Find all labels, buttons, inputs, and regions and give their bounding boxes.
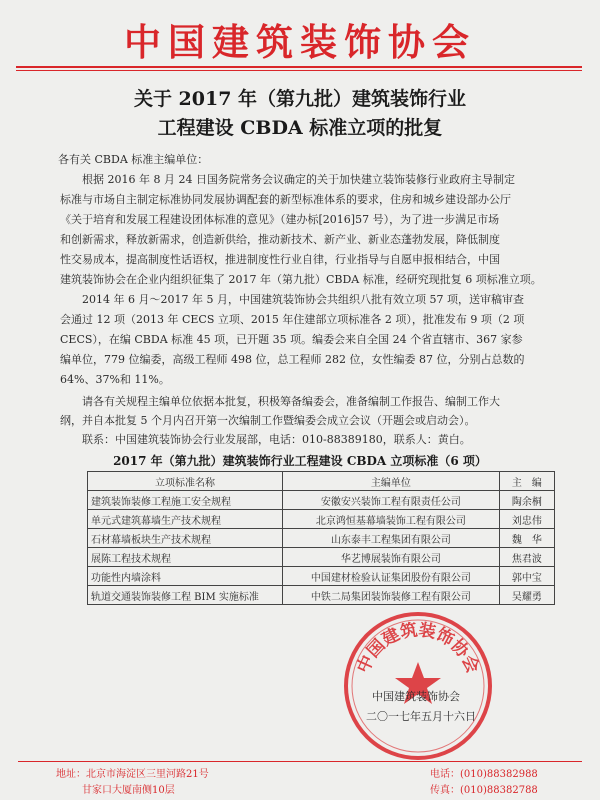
paragraph-line: 性交易成本，提高制度性话语权，推进制度性行业自律，行业指导与自愿申报相结合，中国 <box>60 253 500 266</box>
editor-unit-cell: 安徽安兴装饰工程有限责任公司 <box>282 491 499 510</box>
table-caption: 2017 年（第九批）建筑装饰行业工程建设 CBDA 立项标准（6 项） <box>113 454 487 468</box>
standard-name-cell: 功能性内墙涂料 <box>88 567 283 586</box>
paragraph-line: 请各有关规程主编单位依据本批复，积极筹备编委会，准备编制工作报告、编制工作大 <box>82 395 500 408</box>
column-header: 主编单位 <box>282 472 499 491</box>
editor-unit-cell: 华艺博展装饰有限公司 <box>282 548 499 567</box>
chief-editor-cell: 吴耀勇 <box>499 586 554 605</box>
table-row <box>88 529 555 548</box>
standard-name-cell: 建筑装饰装修工程施工安全规程 <box>88 491 283 510</box>
table-row <box>88 510 555 529</box>
document-title-line2: 工程建设 CBDA 标准立项的批复 <box>157 117 443 139</box>
footer-fax: 传真：(010)88382788 <box>430 785 538 796</box>
document-title-line1: 关于 2017 年（第九批）建筑装饰行业 <box>133 88 467 110</box>
chief-editor-cell: 焦君波 <box>499 548 554 567</box>
salutation: 各有关 CBDA 标准主编单位： <box>58 153 209 166</box>
standards-table <box>87 471 555 605</box>
table-row <box>88 586 555 605</box>
editor-unit-cell: 中国建材检验认证集团股份有限公司 <box>282 567 499 586</box>
letterhead-divider-top <box>16 66 582 68</box>
paragraph-line: CECS），在编 CBDA 标准 45 项，已开题 35 项。编委会来自全国 24 个省直辖市、367 家参 <box>60 333 523 346</box>
signature-organization: 中国建筑装饰协会 <box>372 690 460 703</box>
svg-text:中国建筑装饰协会: 中国建筑装饰协会 <box>353 620 483 677</box>
letterhead-divider-bottom <box>16 70 582 71</box>
letterhead-title: 中国建筑装饰协会 <box>124 20 476 64</box>
editor-unit-cell: 北京鸿恒基幕墙装饰工程有限公司 <box>282 510 499 529</box>
chief-editor-cell: 陶余桐 <box>499 491 554 510</box>
table-row <box>88 548 555 567</box>
paragraph-line: 2014 年 6 月～2017 年 5 月，中国建筑装饰协会共组织八批有效立项 57 项，送审稿审查 <box>82 293 524 306</box>
paragraph-line: 和创新需求，释放新需求，创造新供给，推动新技术、新产业、新业态蓬勃发展，降低制度 <box>60 233 500 246</box>
standard-name-cell: 展陈工程技术规程 <box>88 548 283 567</box>
paragraph-line: 64%、37%和 11%。 <box>60 373 170 386</box>
column-header: 立项标准名称 <box>88 472 283 491</box>
column-header: 主 编 <box>499 472 554 491</box>
contact-line: 联系：中国建筑装饰协会行业发展部，电话：010-88389180，联系人：黄白。 <box>82 433 471 446</box>
table-header-row <box>88 472 555 491</box>
editor-unit-cell: 山东泰丰工程集团有限公司 <box>282 529 499 548</box>
standard-name-cell: 单元式建筑幕墙生产技术规程 <box>88 510 283 529</box>
standard-name-cell: 轨道交通装饰装修工程 BIM 实施标准 <box>88 586 283 605</box>
footer-divider <box>18 761 582 762</box>
footer-address: 地址：北京市海淀区三里河路21号 <box>56 769 209 780</box>
editor-unit-cell: 中铁二局集团装饰装修工程有限公司 <box>282 586 499 605</box>
chief-editor-cell: 郭中宝 <box>499 567 554 586</box>
footer-phone: 电话：(010)88382988 <box>430 769 538 780</box>
footer-address-2: 甘家口大厦南侧10层 <box>82 785 175 796</box>
paragraph-line: 会通过 12 项（2013 年 CECS 立项、2015 年住建部立项标准各 2 项），批准发布 9 项（2 项 <box>60 313 525 326</box>
paragraph-line: 标准与市场自主制定标准协同发展协调配套的新型标准体系的要求，住房和城乡建设部办公厅 <box>60 193 511 206</box>
paragraph-line: 建筑装饰协会在企业内组织征集了 2017 年（第九批）CBDA 标准，经研究现批复 6 项标准立项。 <box>60 273 542 286</box>
table-row <box>88 491 555 510</box>
standard-name-cell: 石材幕墙板块生产技术规程 <box>88 529 283 548</box>
paragraph-line: 《关于培育和发展工程建设团体标准的意见》（建办标[2016]57 号），为了进一步满足市场 <box>60 213 500 226</box>
chief-editor-cell: 魏 华 <box>499 529 554 548</box>
paragraph-line: 纲，并自本批复 5 个月内召开第一次编制工作暨编委会成立会议（开题会或启动会）。 <box>60 414 476 427</box>
official-seal-icon <box>342 610 494 762</box>
paragraph-line: 编单位，779 位编委，高级工程师 498 位，总工程师 282 位，女性编委 87 位，分别占总数的 <box>60 353 525 366</box>
table-row <box>88 567 555 586</box>
paragraph-line: 根据 2016 年 8 月 24 日国务院常务会议确定的关于加快建立装饰装修行业政府主导制定 <box>82 173 515 186</box>
chief-editor-cell: 刘忠伟 <box>499 510 554 529</box>
signature-date: 二〇一七年五月十六日 <box>366 710 476 723</box>
